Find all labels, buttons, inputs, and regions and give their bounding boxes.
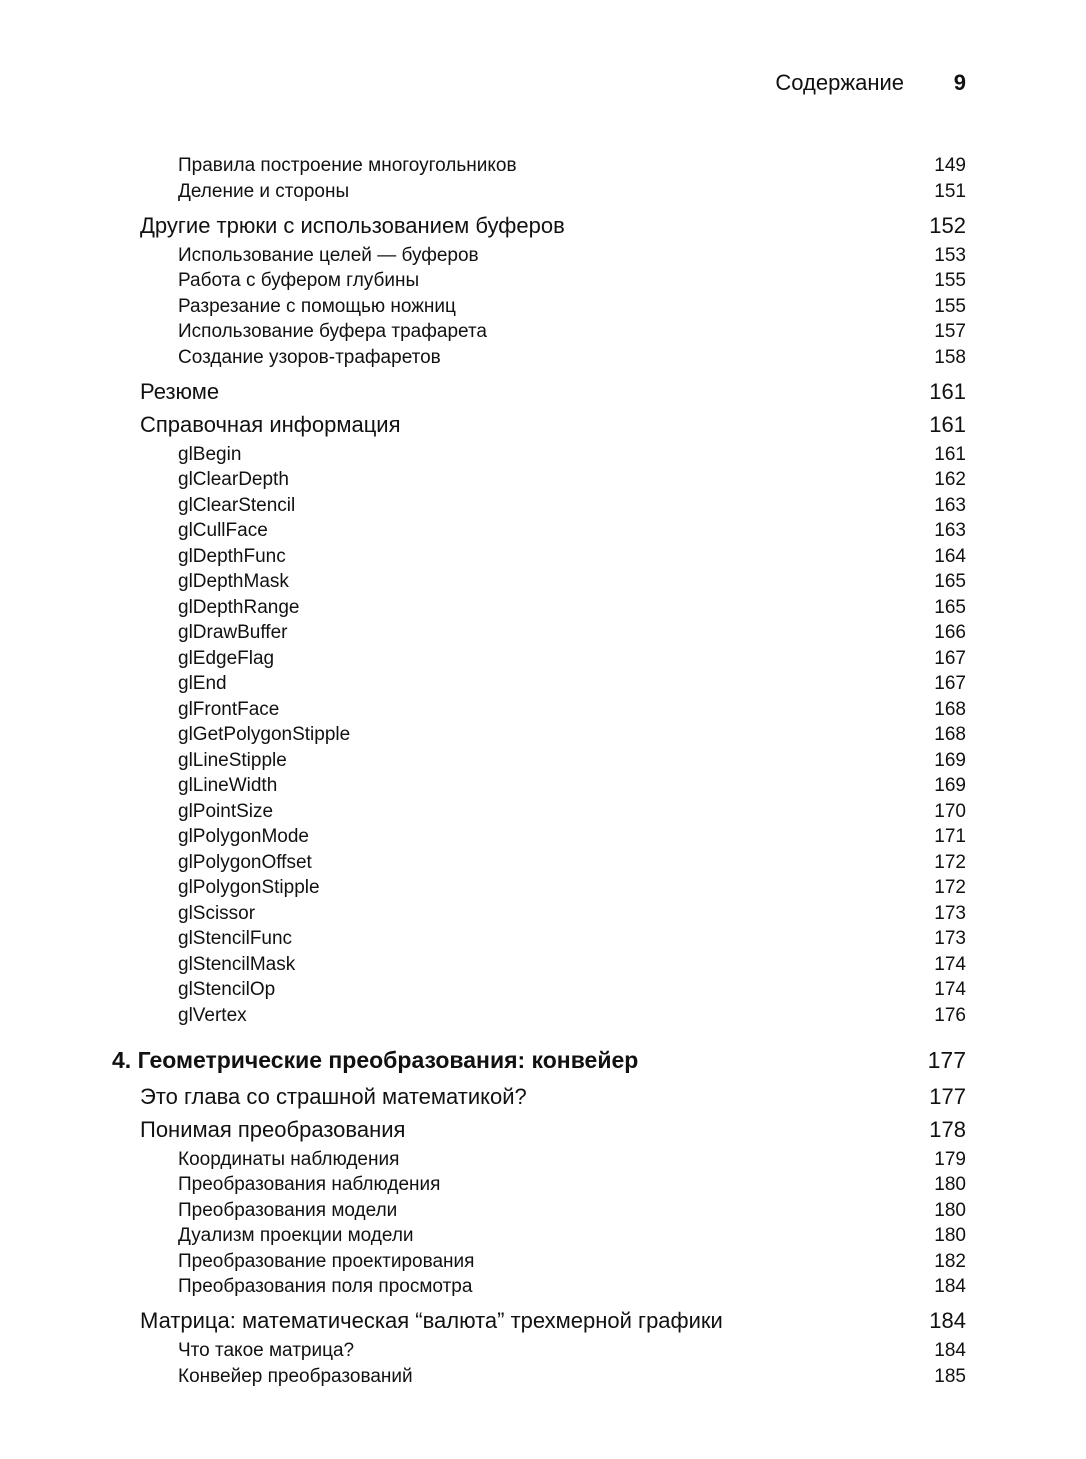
toc-entry-page: 169 bbox=[934, 750, 966, 771]
toc-entry-title: Деление и стороны bbox=[178, 181, 350, 202]
toc-entry-title: glPointSize bbox=[178, 801, 274, 822]
toc-entry-title: Использование целей — буферов bbox=[178, 245, 479, 266]
toc-entry-title: Что такое матрица? bbox=[178, 1340, 355, 1361]
toc-entry-page: 178 bbox=[929, 1117, 966, 1142]
toc-entry-page: 161 bbox=[929, 379, 966, 404]
toc-entry-title: glEnd bbox=[178, 673, 227, 694]
toc-entry-title: Создание узоров-трафаретов bbox=[178, 347, 441, 368]
toc-entry-title: Использование буфера трафарета bbox=[178, 321, 488, 342]
toc-entry-page: 166 bbox=[934, 622, 966, 643]
toc-entry-title: Правила построение многоугольников bbox=[178, 155, 517, 176]
toc-entry-page: 176 bbox=[934, 1005, 966, 1026]
toc-entry-page: 155 bbox=[934, 270, 966, 291]
toc-entry-title: glStencilFunc bbox=[178, 928, 293, 949]
toc-entry-page: 177 bbox=[927, 1047, 966, 1073]
toc-entry-title: Конвейер преобразований bbox=[178, 1366, 413, 1387]
toc-entry-title: glCullFace bbox=[178, 520, 268, 541]
toc-entry-title: Преобразования поля просмотра bbox=[178, 1276, 473, 1297]
toc-entry-title: 4. Геометрические преобразования: конвейер bbox=[112, 1047, 639, 1073]
toc-entry-title: glDrawBuffer bbox=[178, 622, 288, 643]
toc-entry-title: glStencilMask bbox=[178, 954, 296, 975]
toc-entry-page: 167 bbox=[934, 673, 966, 694]
toc-entry-title: glEdgeFlag bbox=[178, 648, 275, 669]
toc-entry-page: 157 bbox=[934, 321, 966, 342]
header-page-number: 9 bbox=[953, 70, 966, 95]
toc-entry-title: Работа с буфером глубины bbox=[178, 270, 420, 291]
toc-entry-title: glStencilOp bbox=[178, 979, 276, 1000]
toc-entry-page: 167 bbox=[934, 648, 966, 669]
toc-entry-title: Другие трюки с использованием буферов bbox=[140, 213, 565, 238]
toc-entry-title: Резюме bbox=[140, 379, 220, 404]
toc-entry-title: Дуализм проекции модели bbox=[178, 1225, 414, 1246]
toc-entry-page: 171 bbox=[934, 826, 966, 847]
toc-entry-page: 182 bbox=[934, 1251, 966, 1272]
toc-entry-title: glPolygonOffset bbox=[178, 852, 312, 873]
toc-entry-title: glDepthRange bbox=[178, 597, 300, 618]
toc-entry-page: 184 bbox=[934, 1340, 966, 1361]
toc-entry-page: 165 bbox=[934, 597, 966, 618]
toc-entry-page: 173 bbox=[934, 903, 966, 924]
toc-entry-title: glLineStipple bbox=[178, 750, 287, 771]
toc-entry-title: Преобразование проектирования bbox=[178, 1251, 475, 1272]
toc-entry-title: glDepthMask bbox=[178, 571, 289, 592]
toc-entry-page: 165 bbox=[934, 571, 966, 592]
toc-entry-page: 185 bbox=[934, 1366, 966, 1387]
toc-entry-title: Координаты наблюдения bbox=[178, 1149, 400, 1170]
header-title: Содержание bbox=[775, 70, 904, 95]
toc-entry-page: 149 bbox=[934, 155, 966, 176]
toc-entry-page: 164 bbox=[934, 546, 966, 567]
toc-entry-page: 169 bbox=[934, 775, 966, 796]
toc-entry-page: 168 bbox=[934, 699, 966, 720]
toc-entry-page: 161 bbox=[929, 412, 966, 437]
toc-entry-title: Это глава со страшной математикой? bbox=[140, 1084, 527, 1109]
toc-entry-title: glPolygonStipple bbox=[178, 877, 320, 898]
toc-entry-page: 158 bbox=[934, 347, 966, 368]
toc-entry-title: glFrontFace bbox=[178, 699, 280, 720]
toc-entry-page: 174 bbox=[934, 954, 966, 975]
toc-entry-page: 163 bbox=[934, 495, 966, 516]
toc-entry-title: glScissor bbox=[178, 903, 256, 924]
toc-entry-page: 162 bbox=[934, 469, 966, 490]
toc-entry-page: 177 bbox=[929, 1084, 966, 1109]
toc-entry-title: glGetPolygonStipple bbox=[178, 724, 351, 745]
toc-entry-title: glVertex bbox=[178, 1005, 247, 1026]
toc-entry-page: 151 bbox=[934, 181, 966, 202]
toc-entry-page: 174 bbox=[934, 979, 966, 1000]
toc-entry-page: 170 bbox=[934, 801, 966, 822]
toc-entry-title: glBegin bbox=[178, 444, 242, 465]
toc-entry-title: Разрезание с помощью ножниц bbox=[178, 296, 456, 317]
toc-entry-page: 184 bbox=[929, 1308, 966, 1333]
toc-entry-page: 172 bbox=[934, 852, 966, 873]
toc-entry-title: Понимая преобразования bbox=[140, 1117, 406, 1142]
toc-entry-page: 155 bbox=[934, 296, 966, 317]
toc-entry-page: 161 bbox=[934, 444, 966, 465]
toc-entry-title: glPolygonMode bbox=[178, 826, 309, 847]
toc-entry-page: 172 bbox=[934, 877, 966, 898]
toc-entry-title: Матрица: математическая “валюта” трехмерной графики bbox=[140, 1308, 723, 1333]
toc-entry-title: Преобразования модели bbox=[178, 1200, 398, 1221]
toc-entry-page: 180 bbox=[934, 1225, 966, 1246]
toc-entry-title: glClearDepth bbox=[178, 469, 289, 490]
toc-entry-title: glClearStencil bbox=[178, 495, 296, 516]
toc-entry-title: Преобразования наблюдения bbox=[178, 1174, 441, 1195]
toc-entry-page: 163 bbox=[934, 520, 966, 541]
toc-entry-page: 153 bbox=[934, 245, 966, 266]
toc-entry-page: 180 bbox=[934, 1200, 966, 1221]
toc-entry-page: 152 bbox=[929, 213, 966, 238]
toc-entry-page: 180 bbox=[934, 1174, 966, 1195]
toc-entry-page: 168 bbox=[934, 724, 966, 745]
toc-entry-title: glDepthFunc bbox=[178, 546, 286, 567]
toc-entry-page: 179 bbox=[934, 1149, 966, 1170]
toc-entry-title: Справочная информация bbox=[140, 412, 401, 437]
toc-entry-title: glLineWidth bbox=[178, 775, 278, 796]
toc-entry-page: 173 bbox=[934, 928, 966, 949]
toc-entry-page: 184 bbox=[934, 1276, 966, 1297]
